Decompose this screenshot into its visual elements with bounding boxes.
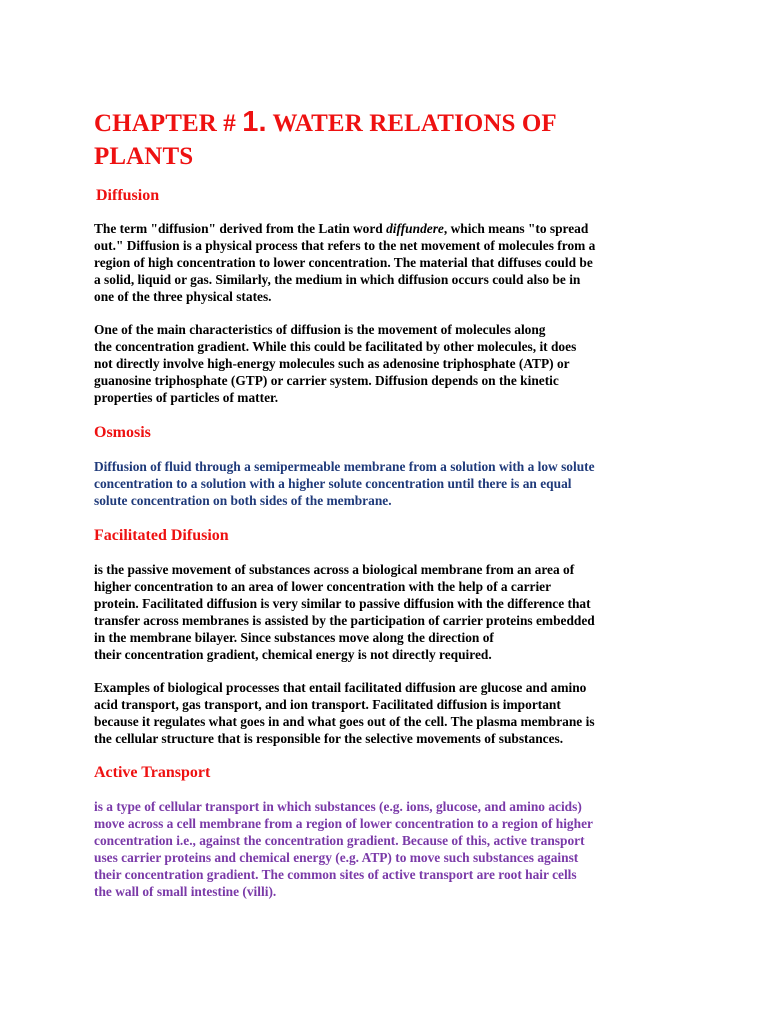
active-transport-paragraph	[94, 799, 684, 900]
text-line: a solid, liquid or gas. Similarly, the medium in which diffusion occurs could also be in	[94, 271, 581, 287]
chapter-prefix: CHAPTER #	[94, 110, 243, 137]
text-line: acid transport, gas transport, and ion transport. Facilitated diffusion is important	[94, 696, 561, 712]
chapter-number: 1.	[242, 106, 267, 138]
text-line: the cellular structure that is responsible for the selective movements of substances.	[94, 730, 564, 746]
heading-facilitated-diffusion: Facilitated Difusion	[94, 527, 229, 544]
text-line: guanosine triphosphate (GTP) or carrier system. Diffusion depends on the kinetic	[94, 372, 559, 388]
heading-diffusion: Diffusion	[96, 187, 160, 204]
diffusion-paragraph-1	[94, 221, 684, 306]
chapter-title	[94, 106, 694, 173]
text-line: concentration i.e., against the concentration gradient. Because of this, active transport	[94, 832, 585, 848]
text-line: uses carrier proteins and chemical energy (e.g. ATP) to move such substances against	[94, 849, 579, 865]
text-line: region of high concentration to lower concentration. The material that diffuses could be	[94, 254, 593, 270]
text-line: out." Diffusion is a physical process that refers to the net movement of molecules from a	[94, 237, 596, 253]
heading-osmosis: Osmosis	[94, 424, 151, 441]
text-line: properties of particles of matter.	[94, 389, 279, 405]
text-line: because it regulates what goes in and what goes out of the cell. The plasma membrane is	[94, 713, 595, 729]
text-line: protein. Facilitated diffusion is very similar to passive diffusion with the difference that	[94, 595, 591, 611]
text-line: the concentration gradient. While this could be facilitated by other molecules, it does	[94, 338, 577, 354]
text-span: The term "diffusion" derived from the Latin word	[94, 221, 387, 236]
chapter-title-line2: PLANTS	[94, 143, 194, 170]
text-line: solute concentration on both sides of the membrane.	[94, 492, 392, 508]
facilitated-paragraph-2	[94, 680, 684, 748]
facilitated-paragraph-1	[94, 562, 684, 663]
text-line: move across a cell membrane from a region of lower concentration to a region of higher	[94, 815, 593, 831]
text-line: is a type of cellular transport in which substances (e.g. ions, glucose, and amino acids)	[94, 799, 582, 814]
text-line	[94, 221, 684, 238]
osmosis-paragraph	[94, 459, 684, 510]
text-line: one of the three physical states.	[94, 288, 272, 304]
diffusion-paragraph-2	[94, 322, 684, 407]
chapter-title-line1: WATER RELATIONS OF	[266, 110, 557, 137]
latin-word: diffundere	[386, 221, 444, 236]
text-line: in the membrane bilayer. Since substances move along the direction of	[94, 629, 494, 645]
text-line: their concentration gradient. The common sites of active transport are root hair cells	[94, 866, 577, 882]
text-line: Examples of biological processes that entail facilitated diffusion are glucose and amino	[94, 680, 587, 695]
text-line: the wall of small intestine (villi).	[94, 883, 277, 899]
text-line: their concentration gradient, chemical energy is not directly required.	[94, 646, 492, 662]
text-line: is the passive movement of substances across a biological membrane from an area of	[94, 562, 575, 577]
text-line: transfer across membranes is assisted by the participation of carrier proteins embedded	[94, 612, 595, 628]
heading-active-transport: Active Transport	[94, 764, 211, 781]
text-line: not directly involve high-energy molecules such as adenosine triphosphate (ATP) or	[94, 355, 570, 371]
text-line: concentration to a solution with a higher solute concentration until there is an equal	[94, 475, 572, 491]
text-line: higher concentration to an area of lower concentration with the help of a carrier	[94, 578, 552, 594]
text-line: Diffusion of fluid through a semipermeable membrane from a solution with a low solute	[94, 459, 595, 474]
text-span: , which means "to spread	[443, 221, 589, 236]
text-line: One of the main characteristics of diffusion is the movement of molecules along	[94, 322, 546, 337]
